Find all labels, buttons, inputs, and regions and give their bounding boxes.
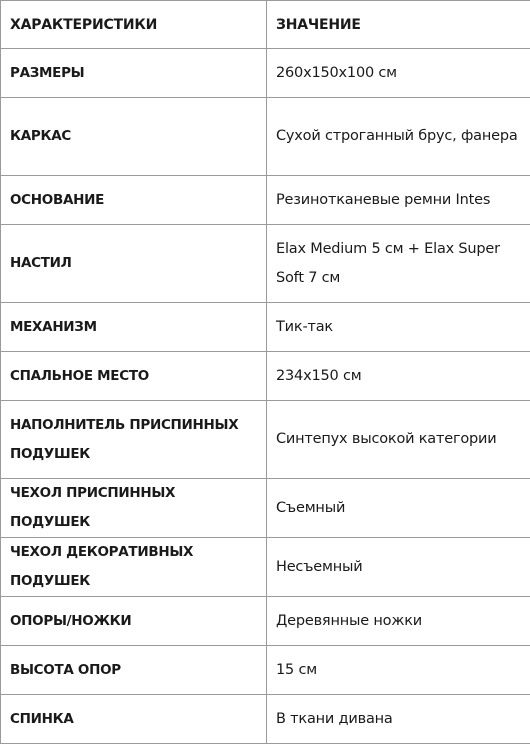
row-value: Несъемный xyxy=(267,538,530,597)
table-row xyxy=(1,352,530,401)
table-row xyxy=(1,597,530,646)
row-label: ЧЕХОЛ ДЕКОРАТИВНЫХ ПОДУШЕК xyxy=(1,538,267,597)
table-row xyxy=(1,49,530,98)
row-value: 15 см xyxy=(267,646,530,695)
table-row xyxy=(1,176,530,225)
row-label: ОПОРЫ/НОЖКИ xyxy=(1,597,267,646)
table-row xyxy=(1,479,530,538)
row-value: Синтепух высокой категории xyxy=(267,401,530,479)
row-label: ОСНОВАНИЕ xyxy=(1,176,267,225)
table-row xyxy=(1,401,530,479)
table-row xyxy=(1,303,530,352)
row-value: Съемный xyxy=(267,479,530,538)
table-row xyxy=(1,225,530,303)
header-characteristics: ХАРАКТЕРИСТИКИ xyxy=(1,1,267,49)
row-value: 260х150х100 см xyxy=(267,49,530,98)
table-row xyxy=(1,538,530,597)
row-value: Сухой строганный брус, фанера xyxy=(267,98,530,176)
row-value: В ткани дивана xyxy=(267,695,530,744)
row-label: НАПОЛНИТЕЛЬ ПРИСПИННЫХ ПОДУШЕК xyxy=(1,401,267,479)
row-label: СПАЛЬНОЕ МЕСТО xyxy=(1,352,267,401)
row-label: МЕХАНИЗМ xyxy=(1,303,267,352)
row-value: Тик-так xyxy=(267,303,530,352)
row-value: Деревянные ножки xyxy=(267,597,530,646)
row-label: КАРКАС xyxy=(1,98,267,176)
row-label: РАЗМЕРЫ xyxy=(1,49,267,98)
row-label: ЧЕХОЛ ПРИСПИННЫХ ПОДУШЕК xyxy=(1,479,267,538)
row-label: НАСТИЛ xyxy=(1,225,267,303)
table-row xyxy=(1,98,530,176)
header-value: ЗНАЧЕНИЕ xyxy=(267,1,530,49)
row-label: СПИНКА xyxy=(1,695,267,744)
table-row xyxy=(1,646,530,695)
row-value: Elax Medium 5 см + Elax Super Soft 7 см xyxy=(267,225,530,303)
row-label: ВЫСОТА ОПОР xyxy=(1,646,267,695)
table-header-row xyxy=(1,1,530,49)
table-row xyxy=(1,695,530,744)
row-value: 234х150 см xyxy=(267,352,530,401)
row-value: Резинотканевые ремни Intes xyxy=(267,176,530,225)
